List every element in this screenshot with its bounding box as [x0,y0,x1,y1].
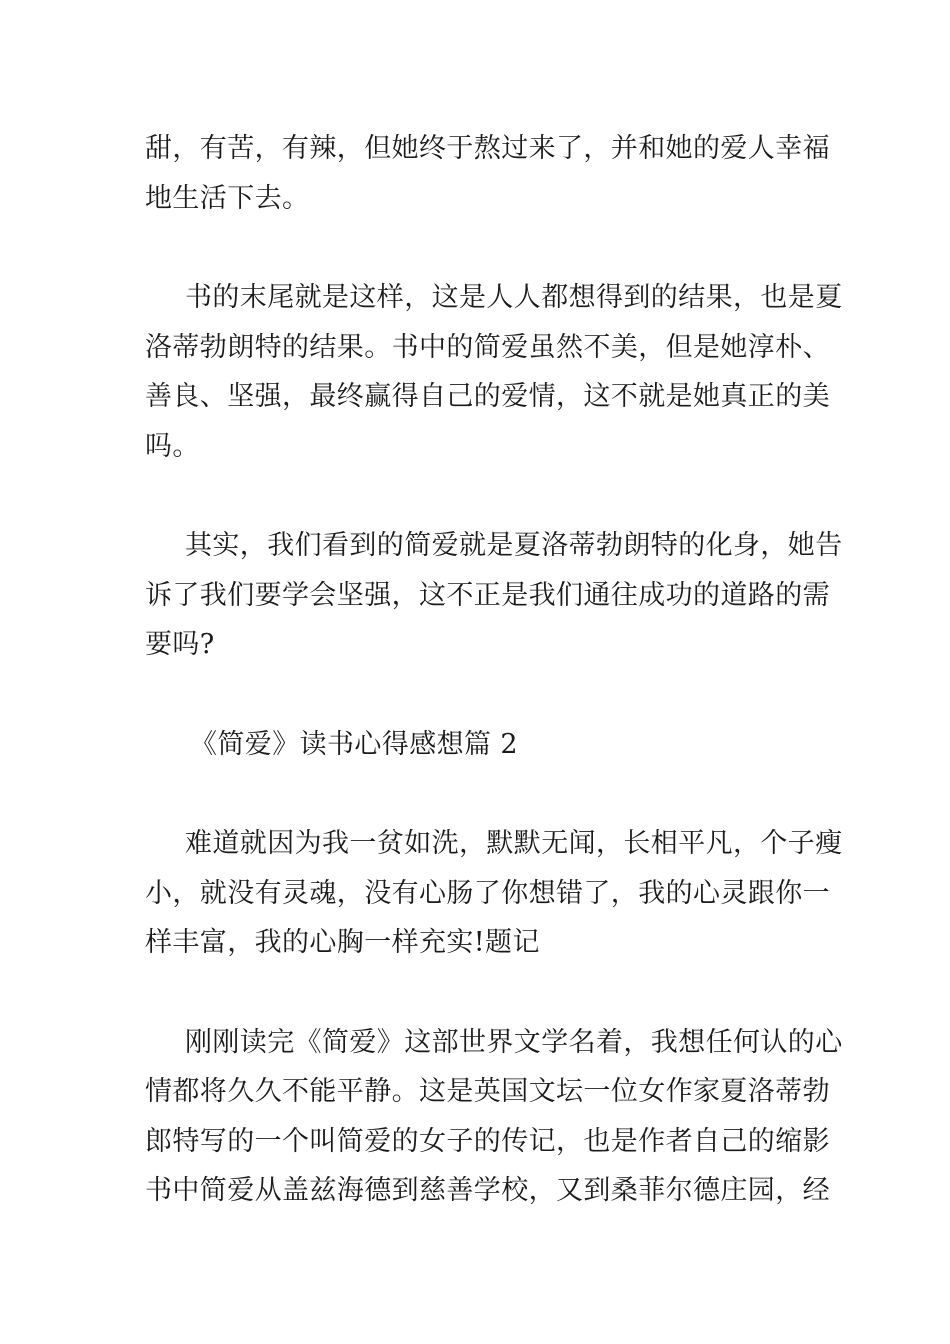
paragraph-5-line-1: 刚刚读完《简爱》这部世界文学名着，我想任何认的心 [185,1027,843,1058]
paragraph-1-line-1: 甜，有苦，有辣，但她终于熬过来了，并和她的爱人幸福 [145,133,830,164]
paragraph-1-line-2: 地生活下去。 [145,183,310,214]
paragraph-5-line-3: 郎特写的一个叫简爱的女子的传记，也是作者自己的缩影 [145,1126,830,1157]
paragraph-3-line-2: 诉了我们要学会坚强，这不正是我们通往成功的道路的需 [145,580,830,611]
paragraph-5-line-2: 情都将久久不能平静。这是英国文坛一位女作家夏洛蒂勃 [145,1076,830,1107]
paragraph-3-line-1: 其实，我们看到的简爱就是夏洛蒂勃朗特的化身，她告 [185,530,843,561]
paragraph-2-line-4: 吗。 [145,431,200,462]
paragraph-2-line-2: 洛蒂勃朗特的结果。书中的简爱虽然不美，但是她淳朴、 [145,332,830,363]
section-heading: 《简爱》读书心得感想篇 2 [190,729,518,760]
paragraph-3-line-3: 要吗? [145,629,215,660]
paragraph-2-line-3: 善良、坚强，最终赢得自己的爱情，这不就是她真正的美 [145,381,830,412]
paragraph-2-line-1: 书的末尾就是这样，这是人人都想得到的结果，也是夏 [185,282,843,313]
paragraph-4-line-1: 难道就因为我一贫如洗，默默无闻，长相平凡，个子瘦 [185,828,843,859]
paragraph-5-line-4: 书中简爱从盖兹海德到慈善学校，又到桑菲尔德庄园，经 [145,1175,830,1206]
paragraph-4-line-3: 样丰富，我的心胸一样充实!题记 [145,927,540,958]
paragraph-4-line-2: 小，就没有灵魂，没有心肠了你想错了，我的心灵跟你一 [145,878,830,909]
